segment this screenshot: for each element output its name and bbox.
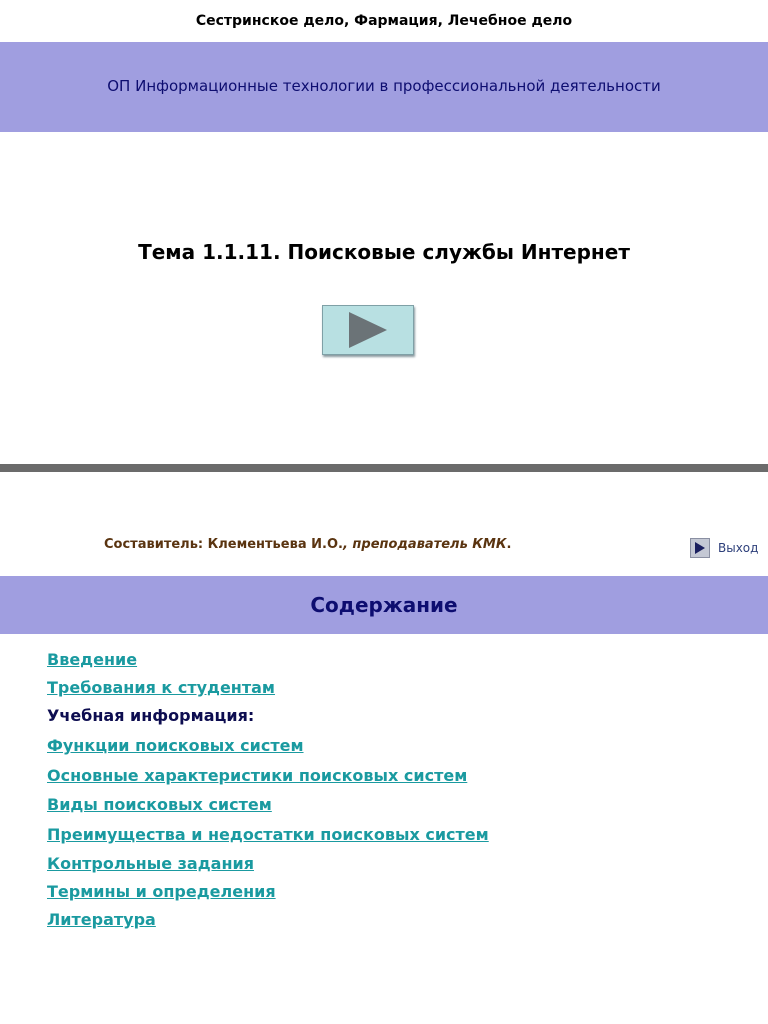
topic-title: Тема 1.1.11. Поисковые службы Интернет — [138, 240, 630, 264]
toc-link-terms[interactable]: Термины и определения — [47, 882, 276, 901]
toc-link-requirements[interactable]: Требования к студентам — [47, 678, 276, 697]
toc-link-literature[interactable]: Литература — [47, 910, 156, 929]
toc-link-intro[interactable]: Введение — [47, 650, 138, 669]
author-role: , преподаватель КМК — [342, 537, 507, 552]
toc-heading-study-info: Учебная информация: — [47, 706, 255, 725]
contents-banner — [0, 576, 768, 634]
play-triangle-icon — [348, 311, 388, 349]
title-slide — [0, 0, 768, 464]
toc-item-study-info — [47, 706, 254, 725]
toc-item-terms — [47, 882, 276, 901]
toc-link-characteristics[interactable]: Основные характеристики поисковых систем — [47, 766, 468, 785]
slide-divider — [0, 464, 768, 472]
author-line — [104, 537, 511, 552]
toc-link-pros-cons[interactable]: Преимущества и недостатки поисковых систем — [47, 825, 489, 844]
toc-link-functions[interactable]: Функции поисковых систем — [47, 736, 304, 755]
toc-item-literature — [47, 910, 156, 929]
course-banner — [0, 42, 768, 132]
toc-item-types — [47, 795, 272, 814]
toc-link-control-tasks[interactable]: Контрольные задания — [47, 854, 254, 873]
course-title: ОП Информационные технологии в профессиональной деятельности — [107, 77, 661, 95]
toc-item-characteristics — [47, 766, 467, 785]
play-button[interactable] — [322, 305, 414, 355]
contents-title: Содержание — [310, 593, 458, 617]
exit-triangle-icon — [690, 538, 710, 558]
author-end: . — [506, 537, 512, 552]
exit-button[interactable] — [690, 538, 758, 558]
toc-item-pros-cons — [47, 825, 489, 844]
toc-item-control-tasks — [47, 854, 254, 873]
exit-label: Выход — [718, 541, 759, 555]
author-name: Составитель: Клементьева И.О. — [104, 537, 343, 552]
toc-item-intro — [47, 650, 137, 669]
specialties-header: Сестринское дело, Фармация, Лечебное дело — [195, 13, 573, 29]
toc-item-requirements — [47, 678, 275, 697]
toc-item-functions — [47, 736, 304, 755]
toc-link-types[interactable]: Виды поисковых систем — [47, 795, 272, 814]
